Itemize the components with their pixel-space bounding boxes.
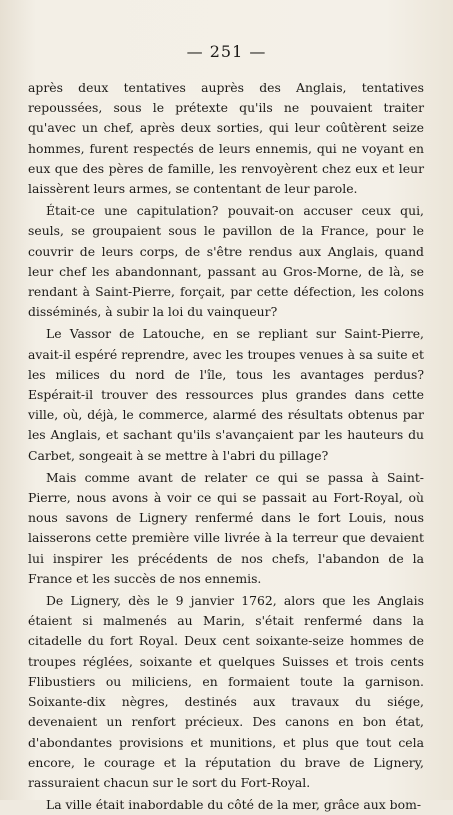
paragraph-2: Était-ce une capitulation? pouvait-on accuser ceux qui, seuls, se groupaient sous le pavillon de la France, pour le couvrir de leurs corps, de s'être rendus aux Anglais, quand leur chef les abandonnant, passant au Gros-Morne, de là, se rendant à Saint-Pierre, forçait, par cette défection, les colons disséminés, à subir la loi du vainqueur? — [28, 203, 424, 320]
paragraph-5: De Lignery, dès le 9 janvier 1762, alors que les Anglais étaient si malmenés au Marin, s'était renfermé dans la citadelle du fort Royal. Deux cent soixante-seize hommes de troupes réglées, soixante et quelques Suisses et trois cents Flibustiers ou miliciens, en formaient toute la garnison. Soixante-dix nègres, destinés aux travaux du siége, devenaient un renfort précieux. Des canons en bon état, d'abondantes provisions et munitions, et plus que tout cela encore, le courage et la réputation du brave de Lignery, rassuraient chacun sur le sort du Fort-Royal. — [28, 593, 424, 790]
page-number: — 251 — — [186, 42, 267, 61]
body-text — [28, 78, 424, 815]
paragraph-1: après deux tentatives auprès des Anglais, tentatives repoussées, sous le prétexte qu'ils ne pouvaient traiter qu'avec un chef, après deux sorties, qui leur coûtèrent seize hommes, furent respectés de leurs ennemis, qui ne voyant en eux que des pères de famille, les renvoyèrent chez eux et leur laissèrent leurs armes, se contentant de leur parole. — [28, 80, 424, 197]
paragraph-3: Le Vassor de Latouche, en se repliant sur Saint-Pierre, avait-il espéré reprendre, avec les troupes venues à sa suite et les milices du nord de l'île, tous les avantages perdus? Espérait-il trouver des ressources plus grandes dans cette ville, où, déjà, le commerce, alarmé des résultats obtenus par les Anglais, et sachant qu'ils s'avançaient par les hauteurs du Carbet, songeait à se mettre à l'abri du pillage? — [28, 326, 424, 463]
paragraph-6: La ville était inabordable du côté de la mer, grâce aux bom- — [46, 797, 422, 813]
paragraph-4: Mais comme avant de relater ce qui se passa à Saint-Pierre, nous avons à voir ce qui se passait au Fort-Royal, où nous savons de Lignery renfermé dans le fort Louis, nous laisserons cette première ville livrée à la terreur que devaient lui inspirer les précédents de nos chefs, l'abandon de la France et les succès de nos ennemis. — [28, 469, 424, 586]
